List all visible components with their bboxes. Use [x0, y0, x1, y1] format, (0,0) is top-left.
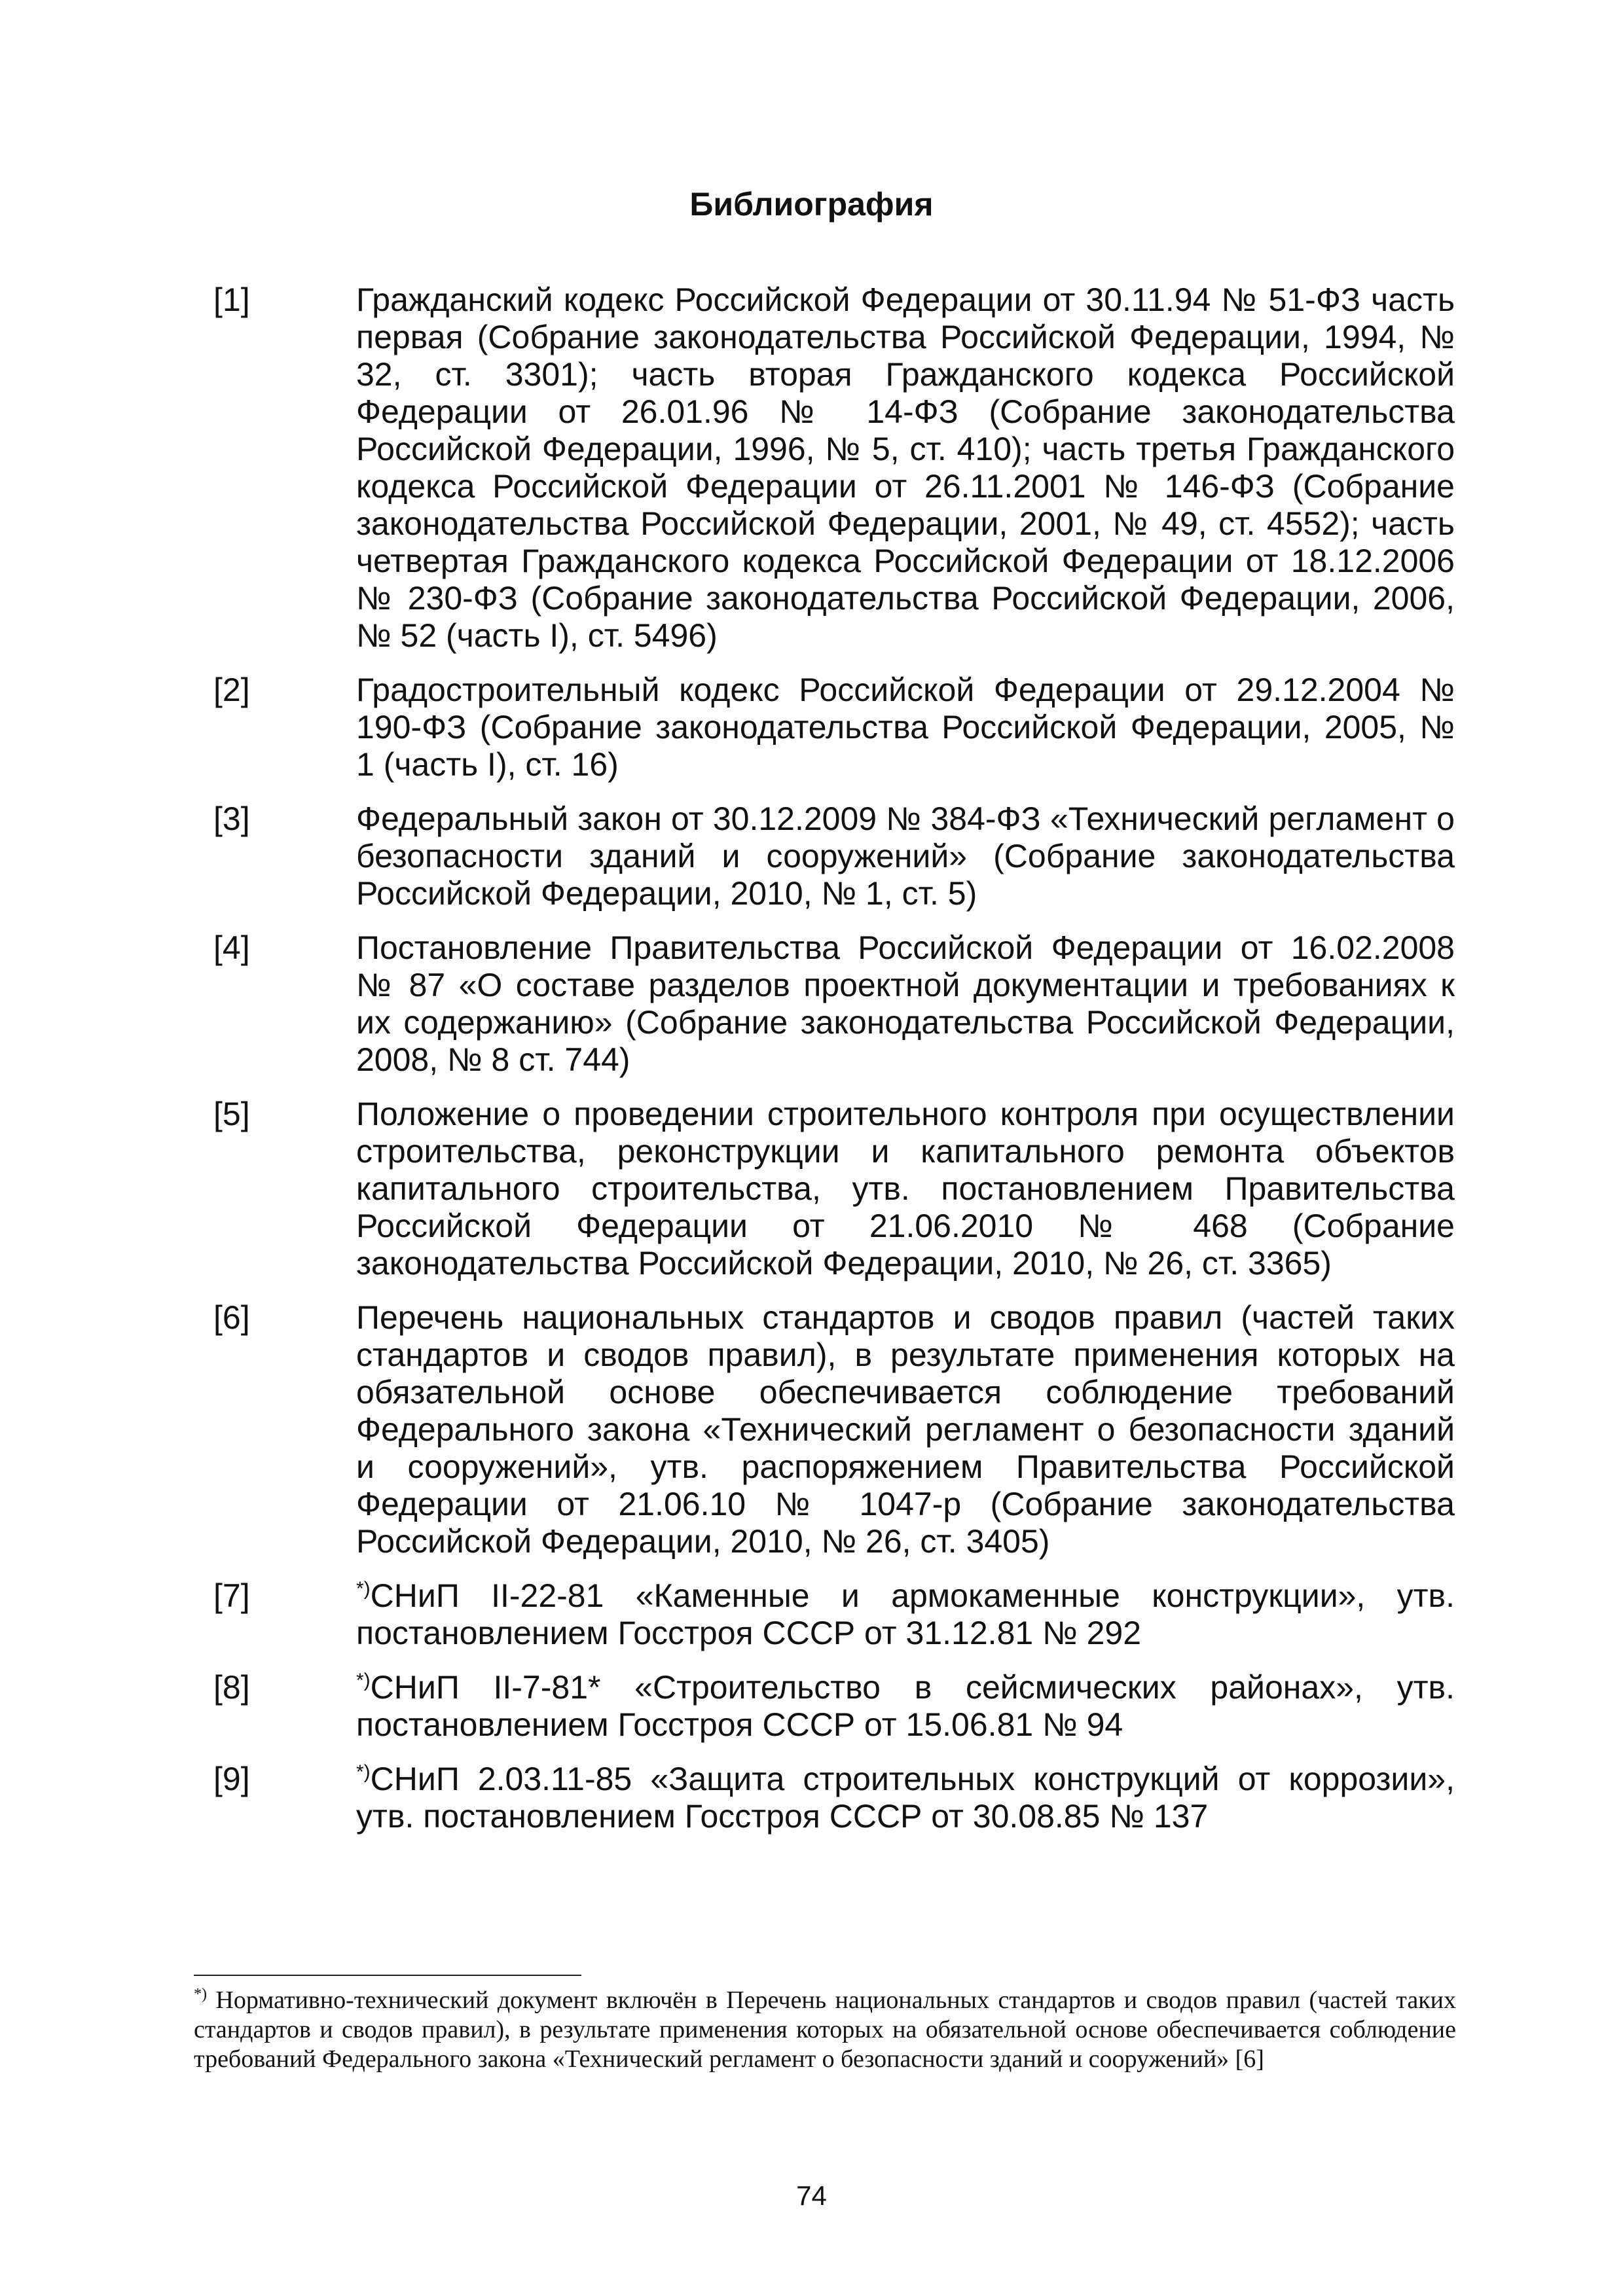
entry-number: [5] [213, 1096, 250, 1132]
entry-number: [3] [213, 800, 250, 837]
entry-text: Перечень национальных стандартов и сводов правил (частей таких стандартов и сводов правил), в результате применения которых на обязательной основе обеспечивается соблюдение требований Федерального закона «Технический регламент о безопасности зданий и сооружений», утв. распоряжением Правительства Российской Федерации от 21.06.10 № 1047-р (Собрание законодательства Российской Федерации, 2010, № 26, ст. 3405) [356, 1299, 1455, 1560]
footnote [194, 1986, 1456, 2074]
page-number: 74 [796, 2180, 827, 2211]
entry-number: [2] [213, 672, 250, 708]
bibliography-entry [213, 929, 1455, 1079]
entry-text-block [356, 1669, 1455, 1744]
footnote-reference-mark: *) [356, 1761, 371, 1783]
footnote-separator [194, 1975, 581, 1976]
page-title: Библиография [689, 186, 934, 223]
footnote-reference-mark: *) [356, 1670, 371, 1691]
entry-text: Федеральный закон от 30.12.2009 № 384-ФЗ «Технический регламент о безопасности зданий и сооружений» (Собрание законодательства Российской Федерации, 2010, № 1, ст. 5) [356, 800, 1455, 912]
entry-text: СНиП II-7-81* «Строительство в сейсмических районах», утв. постановлением Госстроя СССР от 15.06.81 № 94 [356, 1669, 1455, 1743]
entry-number: [9] [213, 1761, 250, 1797]
entry-text-block [356, 1577, 1455, 1652]
entry-text-block [356, 1761, 1455, 1835]
bibliography-entry [213, 1761, 1455, 1835]
footnote-text: Нормативно-технический документ включён в Перечень национальных стандартов и сводов правил (частей таких стандартов и сводов правил), в результате применения которых на обязательной основе обеспечивается соблюдение требований Федерального закона «Технический регламент о безопасности зданий и сооружений» [6] [194, 1986, 1456, 2073]
entry-text: Градостроительный кодекс Российской Федерации от 29.12.2004 № 190-ФЗ (Собрание законодательства Российской Федерации, 2005, № 1 (часть I), ст. 16) [356, 672, 1455, 783]
bibliography-entry [213, 672, 1455, 783]
entry-number: [8] [213, 1669, 250, 1706]
entry-number: [6] [213, 1299, 250, 1336]
bibliography-entry [213, 1299, 1455, 1560]
bibliography-entry [213, 1669, 1455, 1744]
entry-text: СНиП II-22-81 «Каменные и армокаменные конструкции», утв. постановлением Госстроя СССР от 31.12.81 № 292 [356, 1577, 1455, 1651]
entry-text: СНиП 2.03.11-85 «Защита строительных конструкций от коррозии», утв. постановлением Госстроя СССР от 30.08.85 № 137 [356, 1761, 1455, 1835]
footnote-reference-mark: *) [356, 1578, 371, 1600]
bibliography-entry [213, 281, 1455, 655]
entry-number: [4] [213, 929, 250, 966]
bibliography-entry [213, 1096, 1455, 1282]
entry-text: Постановление Правительства Российской Федерации от 16.02.2008 № 87 «О составе разделов проектной документации и требованиях к их содержанию» (Собрание законодательства Российской Федерации, 2008, № 8 ст. 744) [356, 929, 1455, 1078]
entry-number: [1] [213, 281, 250, 318]
footnote-mark: *) [194, 1986, 207, 2003]
bibliography-entry [213, 800, 1455, 912]
bibliography-list [213, 281, 1455, 1852]
entry-text: Положение о проведении строительного контроля при осуществлении строительства, реконструкции и капитального ремонта объектов капитального строительства, утв. постановлением Правительства Российской Федерации от 21.06.2010 № 468 (Собрание законодательства Российской Федерации, 2010, № 26, ст. 3365) [356, 1096, 1455, 1282]
entry-text: Гражданский кодекс Российской Федерации от 30.11.94 № 51-ФЗ часть первая (Собрание законодательства Российской Федерации, 1994, № 32, ст. 3301); часть вторая Гражданского кодекса Российской Федерации от 26.01.96 № 14-ФЗ (Собрание законодательства Российской Федерации, 1996, № 5, ст. 410); часть третья Гражданского кодекса Российской Федерации от 26.11.2001 № 146-ФЗ (Собрание законодательства Российской Федерации, 2001, № 49, ст. 4552); часть четвертая Гражданского кодекса Российской Федерации от 18.12.2006 № 230-ФЗ (Собрание законодательства Российской Федерации, 2006, № 52 (часть I), ст. 5496) [356, 281, 1455, 654]
entry-number: [7] [213, 1577, 250, 1614]
bibliography-entry [213, 1577, 1455, 1652]
